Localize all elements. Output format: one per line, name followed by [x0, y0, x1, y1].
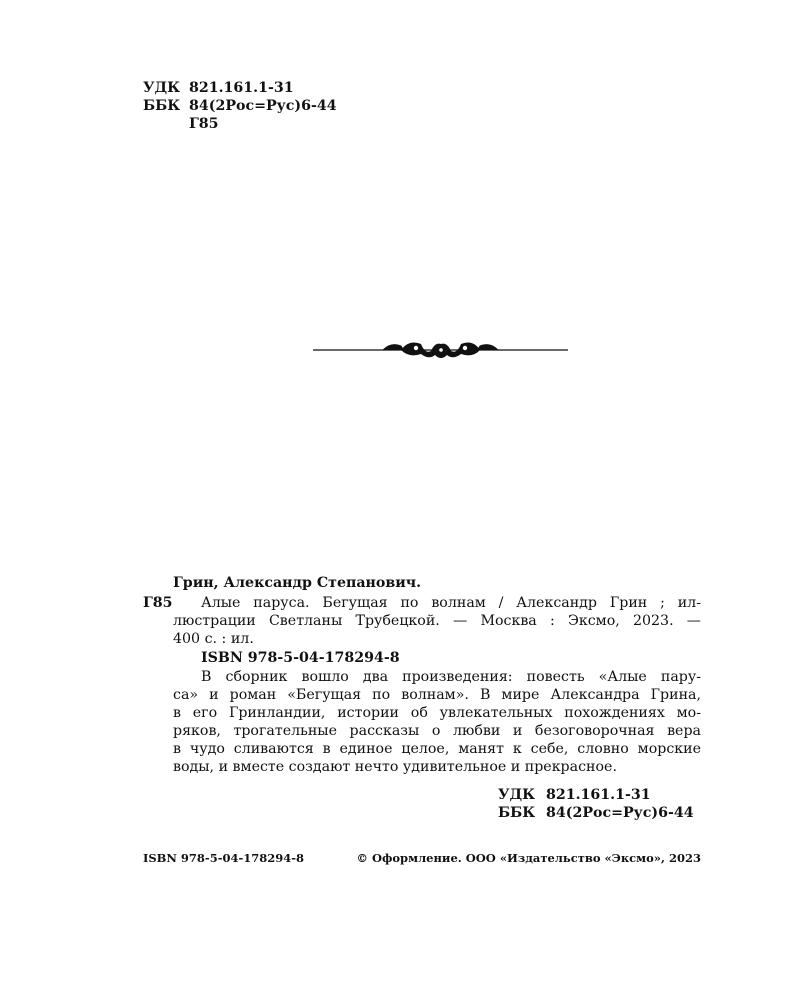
footer-copyright: © Оформление. ООО «Издательство «Эксмо», 2023 — [356, 851, 701, 865]
title-line-1: Алые паруса. Бегущая по волнам / Александр Грин ; ил- — [201, 595, 701, 611]
record-isbn: ISBN 978-5-04-178294-8 — [201, 650, 400, 666]
record-sign: Г85 — [143, 595, 173, 611]
bottom-udk-label: УДК — [498, 787, 536, 803]
author-sign: Г85 — [189, 116, 219, 132]
abstract-line-2: са» и роман «Бегущая по волнам». В мире Александра Грина, — [173, 687, 701, 703]
abstract-line-3: в его Гринландии, истории об увлекательных похождениях мо- — [173, 705, 701, 721]
abstract-line-1: В сборник вошло два произведения: повесть «Алые пару- — [201, 669, 701, 685]
udk-label: УДК — [143, 80, 181, 96]
author-heading: Грин, Александр Степанович. — [173, 575, 422, 591]
udk-value: 821.161.1-31 — [189, 80, 294, 96]
title-line-2: люстрации Светланы Трубецкой. — Москва : Эксмо, 2023. — — [173, 613, 701, 629]
footer-isbn: ISBN 978-5-04-178294-8 — [143, 851, 305, 865]
bottom-bbk-value: 84(2Рос=Рус)6-44 — [546, 805, 694, 821]
bbk-label: ББК — [143, 98, 181, 114]
bbk-value: 84(2Рос=Рус)6-44 — [189, 98, 337, 114]
title-line-3: 400 с. : ил. — [173, 631, 254, 647]
abstract-line-5: в чудо сливаются в единое целое, манят к себе, словно морские — [173, 741, 701, 757]
bottom-bbk-label: ББК — [498, 805, 536, 821]
ornament-divider-icon — [313, 338, 568, 362]
bottom-udk-value: 821.161.1-31 — [546, 787, 651, 803]
abstract-line-4: ряков, трогательные рассказы о любви и безоговорочная вера — [173, 723, 701, 739]
abstract-line-6: воды, и вместе создают нечто удивительное и прекрасное. — [173, 759, 617, 775]
